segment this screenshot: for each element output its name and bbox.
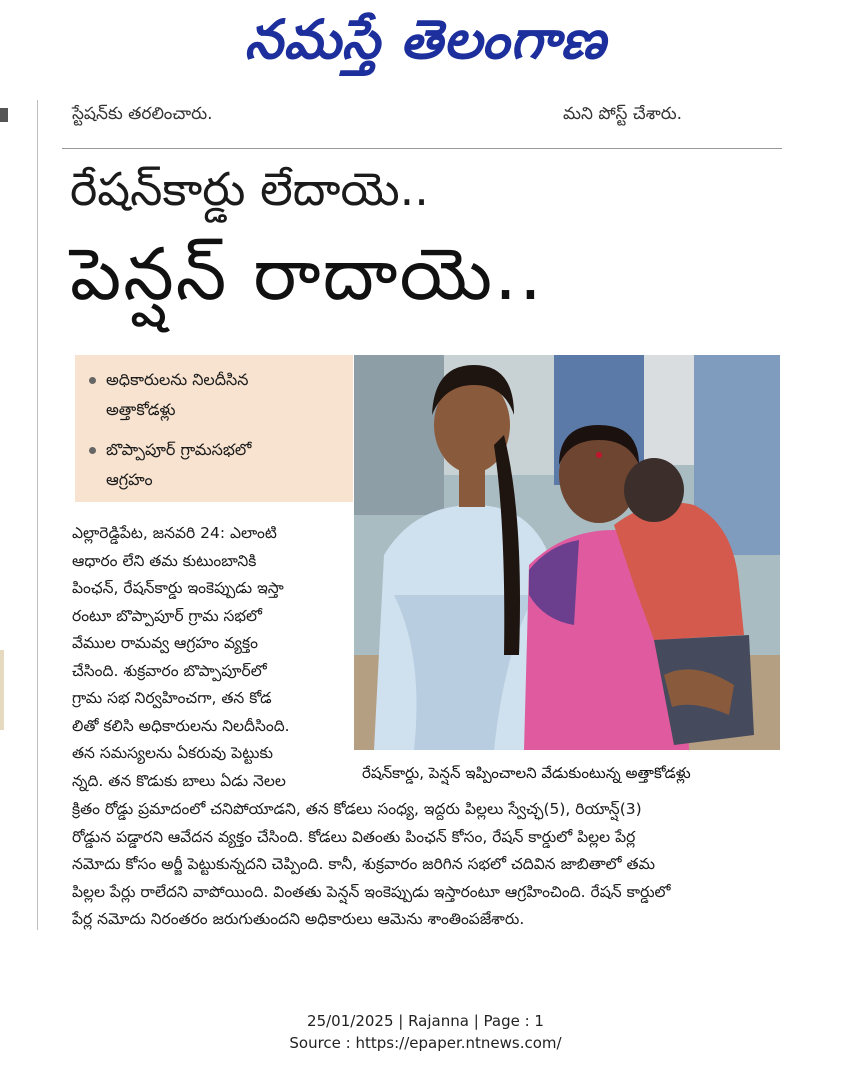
article-body-narrow <box>72 520 348 795</box>
article-line: పింఛన్, రేషన్‌కార్డు ఇంకెప్పుడు ఇస్తా <box>72 579 284 597</box>
article-line: గ్రామ సభ నిర్వహించగా, తన కోడ <box>72 689 272 707</box>
article-body-wide <box>72 796 782 934</box>
left-page-fragment <box>0 108 8 122</box>
article-line: నమోదు కోసం అర్జీ పెట్టుకున్నదని చెప్పింది. కానీ, శుక్రవారం జరిగిన సభలో చదివిన జాబితాలో తమ <box>72 855 656 873</box>
news-photo <box>354 355 780 750</box>
left-column-rule <box>37 100 38 930</box>
article-line: రంటూ బొప్పాపూర్ గ్రామ సభలో <box>72 606 263 625</box>
photo-caption: రేషన్‌కార్డు, పెన్షన్ ఇప్పించాలని వేడుకుంటున్న అత్తాకోడళ్లు <box>362 764 691 782</box>
bullet-icon <box>89 377 96 384</box>
top-divider <box>62 148 782 149</box>
headline-line-1: రేషన్‌కార్డు లేదాయె.. <box>70 162 429 216</box>
headline-line-2: పెన్షన్ రాదాయె.. <box>70 232 544 316</box>
article-line: క్రితం రోడ్డు ప్రమాదంలో చనిపోయాడని, తన కోడలు సంధ్య, ఇద్దరు పిల్లలు స్వేచ్ఛ(5), రియాన్ష్(3) <box>72 800 642 818</box>
article-line: పేర్ల నమోదు నిరంతరం జరుగుతుందని అధికారులు ఆమెను శాంతింపజేశారు. <box>72 910 525 928</box>
article-line: రోడ్డున పడ్డారని ఆవేదన వ్యక్తం చేసింది. కోడలు వితంతు పింఛన్ కోసం, రేషన్ కార్డులో పిల్లల పేర్ల <box>72 827 636 846</box>
article-line: న్నది. తన కొడుకు బాలు ఏడు నెలల <box>72 771 286 790</box>
article-line: తన సమస్యలను ఏకరువు పెట్టుకు <box>72 744 273 762</box>
previous-article-tail-left: స్టేషన్‌కు తరలించారు. <box>72 104 213 124</box>
article-line: చేసింది. శుక్రవారం బొప్పాపూర్‌లో <box>72 661 267 680</box>
highlight-item: అధికారులను నిలదీసిన అత్తాకోడళ్లు <box>89 365 339 425</box>
previous-article-tail-right: మని పోస్ట్ చేశారు. <box>563 104 683 124</box>
article-line: ఎల్లారెడ్డిపేట, జనవరి 24: ఎలాంటి <box>72 524 277 542</box>
article-line: లితో కలిసి అధికారులను నిలదీసింది. <box>72 716 290 735</box>
masthead <box>0 8 851 85</box>
highlights-box <box>75 355 353 502</box>
footer-date-edition: 25/01/2025 | Rajanna | Page : 1 <box>307 1012 544 1030</box>
article-line: ఆధారం లేని తమ కుటుంబానికి <box>72 551 257 570</box>
footer-source: Source : https://epaper.ntnews.com/ <box>289 1034 562 1052</box>
bullet-icon <box>89 447 96 454</box>
masthead-title: నమస్తే తెలంగాణ <box>244 8 607 71</box>
highlight-item: బొప్పాపూర్ గ్రామసభలో ఆగ్రహం <box>89 435 339 495</box>
article-line: వేముల రామవ్వ ఆగ్రహం వ్యక్తం <box>72 634 258 652</box>
left-page-fragment-image <box>0 650 4 730</box>
article-line: పిల్లల పేర్లు రాలేదని వాపోయింది. వింతతు పెన్షన్ ఇంకెప్పుడు ఇస్తారంటూ ఆగ్రహించింది. రేషన్ కార్డులో <box>72 882 671 901</box>
